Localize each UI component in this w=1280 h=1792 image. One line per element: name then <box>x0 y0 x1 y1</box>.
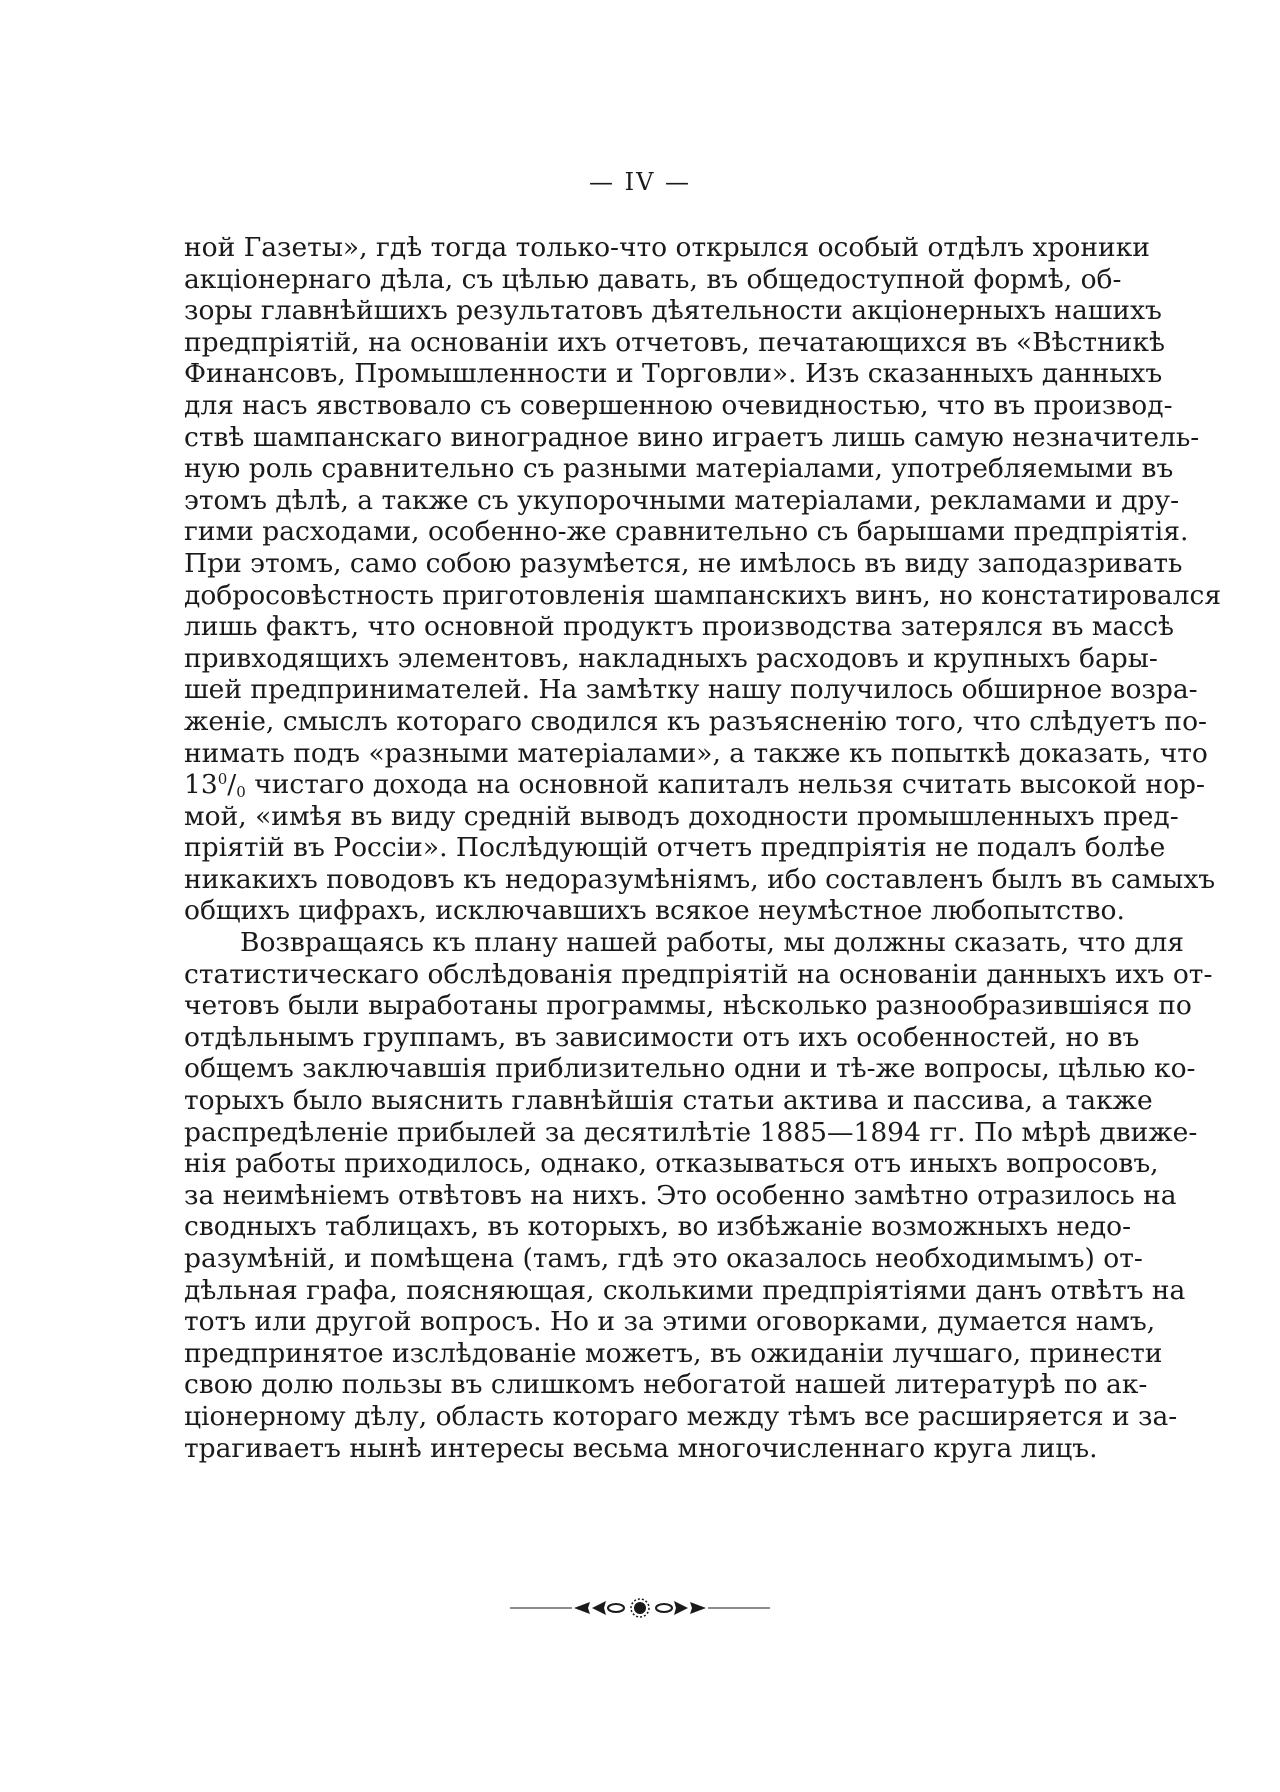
text-line: распредѣленіе прибылей за десятилѣтіе 1885—1894 гг. По мѣрѣ движе- <box>184 1116 1198 1148</box>
text-line: ствѣ шампанскаго виноградное вино играетъ лишь самую незначитель- <box>184 421 1200 453</box>
text-line: торыхъ было выяснить главнѣйшія статьи актива и пассива, а также <box>184 1085 1153 1117</box>
text-line: нимать подъ «разными матеріалами», а также къ попыткѣ доказать, что <box>184 737 1208 769</box>
percent-sign-bottom: 0 <box>236 783 246 802</box>
paragraph-2 <box>184 927 1213 1464</box>
decorative-vignette-icon <box>0 1596 1280 1624</box>
page-number: — IV — <box>588 168 692 196</box>
text-line: этомъ дѣлѣ, а также съ укупорочными матеріалами, рекламами и дру- <box>184 484 1180 516</box>
paragraph-1 <box>184 232 1222 927</box>
text-line: статистическаго обслѣдованія предпріятій на основаніи данныхъ ихъ от- <box>184 958 1213 990</box>
text-line: отдѣльнымъ группамъ, въ зависимости отъ ихъ особенностей, но въ <box>184 1021 1140 1053</box>
text-line: свою долю пользы въ слишкомъ небогатой нашей литературѣ по ак- <box>184 1369 1148 1401</box>
text-line: предпріятій, на основаніи ихъ отчетовъ, печатающихся въ «Вѣстникѣ <box>184 326 1165 358</box>
text-line: дѣльная графа, поясняющая, сколькими предпріятіями данъ отвѣтъ на <box>184 1274 1186 1306</box>
percent-slash: / <box>227 769 237 801</box>
text-line: женіе, смыслъ котораго сводился къ разъясненію того, что слѣдуетъ по- <box>184 705 1207 737</box>
text-line: лишь фактъ, что основной продуктъ производства затерялся въ массѣ <box>184 611 1174 643</box>
text-line: добросовѣстность приготовленія шампанскихъ винъ, но констатировался <box>184 579 1222 611</box>
text-line: Возвращаясь къ плану нашей работы, мы должны сказать, что для <box>240 927 1184 959</box>
text-line: предпринятое изслѣдованіе можетъ, въ ожиданіи лучшаго, принести <box>184 1337 1163 1369</box>
text-line: ную роль сравнительно съ разными матеріалами, употребляемыми въ <box>184 453 1174 485</box>
text-line: Финансовъ, Промышленности и Торговли». Изъ сказанныхъ данныхъ <box>184 358 1163 390</box>
text-line: ной Газеты», гдѣ тогда только-что открылся особый отдѣлъ хроники <box>184 232 1150 263</box>
text-line: сводныхъ таблицахъ, въ которыхъ, во избѣжаніе возможныхъ недо- <box>184 1211 1132 1243</box>
text-line: шей предпринимателей. На замѣтку нашу получилось обширное возра- <box>184 674 1198 706</box>
text-line: общихъ цифрахъ, исключавшихъ всякое неумѣстное любопытство. <box>184 895 1125 927</box>
text-line: мой, «имѣя въ виду средній выводъ доходности промышленныхъ пред- <box>184 800 1179 832</box>
text-line: При этомъ, само собою разумѣется, не имѣлось въ виду заподазривать <box>184 547 1183 579</box>
text-line: ціонерному дѣлу, область котораго между тѣмъ все расширяется и за- <box>184 1400 1178 1432</box>
percent-sign-top: 0 <box>217 770 228 789</box>
text-line: общемъ заключавшія приблизительно одни и тѣ-же вопросы, цѣлью ко- <box>184 1053 1196 1085</box>
text-line: четовъ были выработаны программы, нѣсколько разнообразившіяся по <box>184 990 1192 1022</box>
text-line: разумѣній, и помѣщена (тамъ, гдѣ это оказалось необходимымъ) от- <box>184 1243 1143 1274</box>
text-line: гими расходами, особенно-же сравнительно съ барышами предпріятія. <box>184 516 1189 548</box>
text-line: за неимѣніемъ отвѣтовъ на нихъ. Это особенно замѣтно отразилось на <box>184 1179 1177 1211</box>
percent-number: 13 <box>184 769 218 801</box>
text-line-rest: чистаго дохода на основной капиталъ нельзя считать высокой нор- <box>245 769 1205 801</box>
document-body <box>184 232 1222 1464</box>
text-line: для насъ явствовало съ совершенною очевидностью, что въ производ- <box>184 389 1173 421</box>
text-line: тотъ или другой вопросъ. Но и за этими оговорками, думается намъ, <box>184 1306 1156 1338</box>
text-line: пріятій въ Россіи». Послѣдующій отчетъ предпріятія не подалъ болѣе <box>184 832 1166 864</box>
text-line-percent <box>184 769 1205 802</box>
text-line: трагиваетъ нынѣ интересы весьма многочисленнаго круга лицъ. <box>184 1432 1098 1464</box>
text-line: никакихъ поводовъ къ недоразумѣніямъ, ибо составленъ былъ въ самыхъ <box>184 863 1216 895</box>
text-line: нія работы приходилось, однако, отказываться отъ иныхъ вопросовъ, <box>184 1148 1159 1180</box>
text-line: привходящихъ элементовъ, накладныхъ расходовъ и крупныхъ бары- <box>184 642 1158 674</box>
text-line: акціонернаго дѣла, съ цѣлью давать, въ общедоступной формѣ, об- <box>184 263 1122 295</box>
text-line: зоры главнѣйшихъ результатовъ дѣятельности акціонерныхъ нашихъ <box>184 295 1162 327</box>
